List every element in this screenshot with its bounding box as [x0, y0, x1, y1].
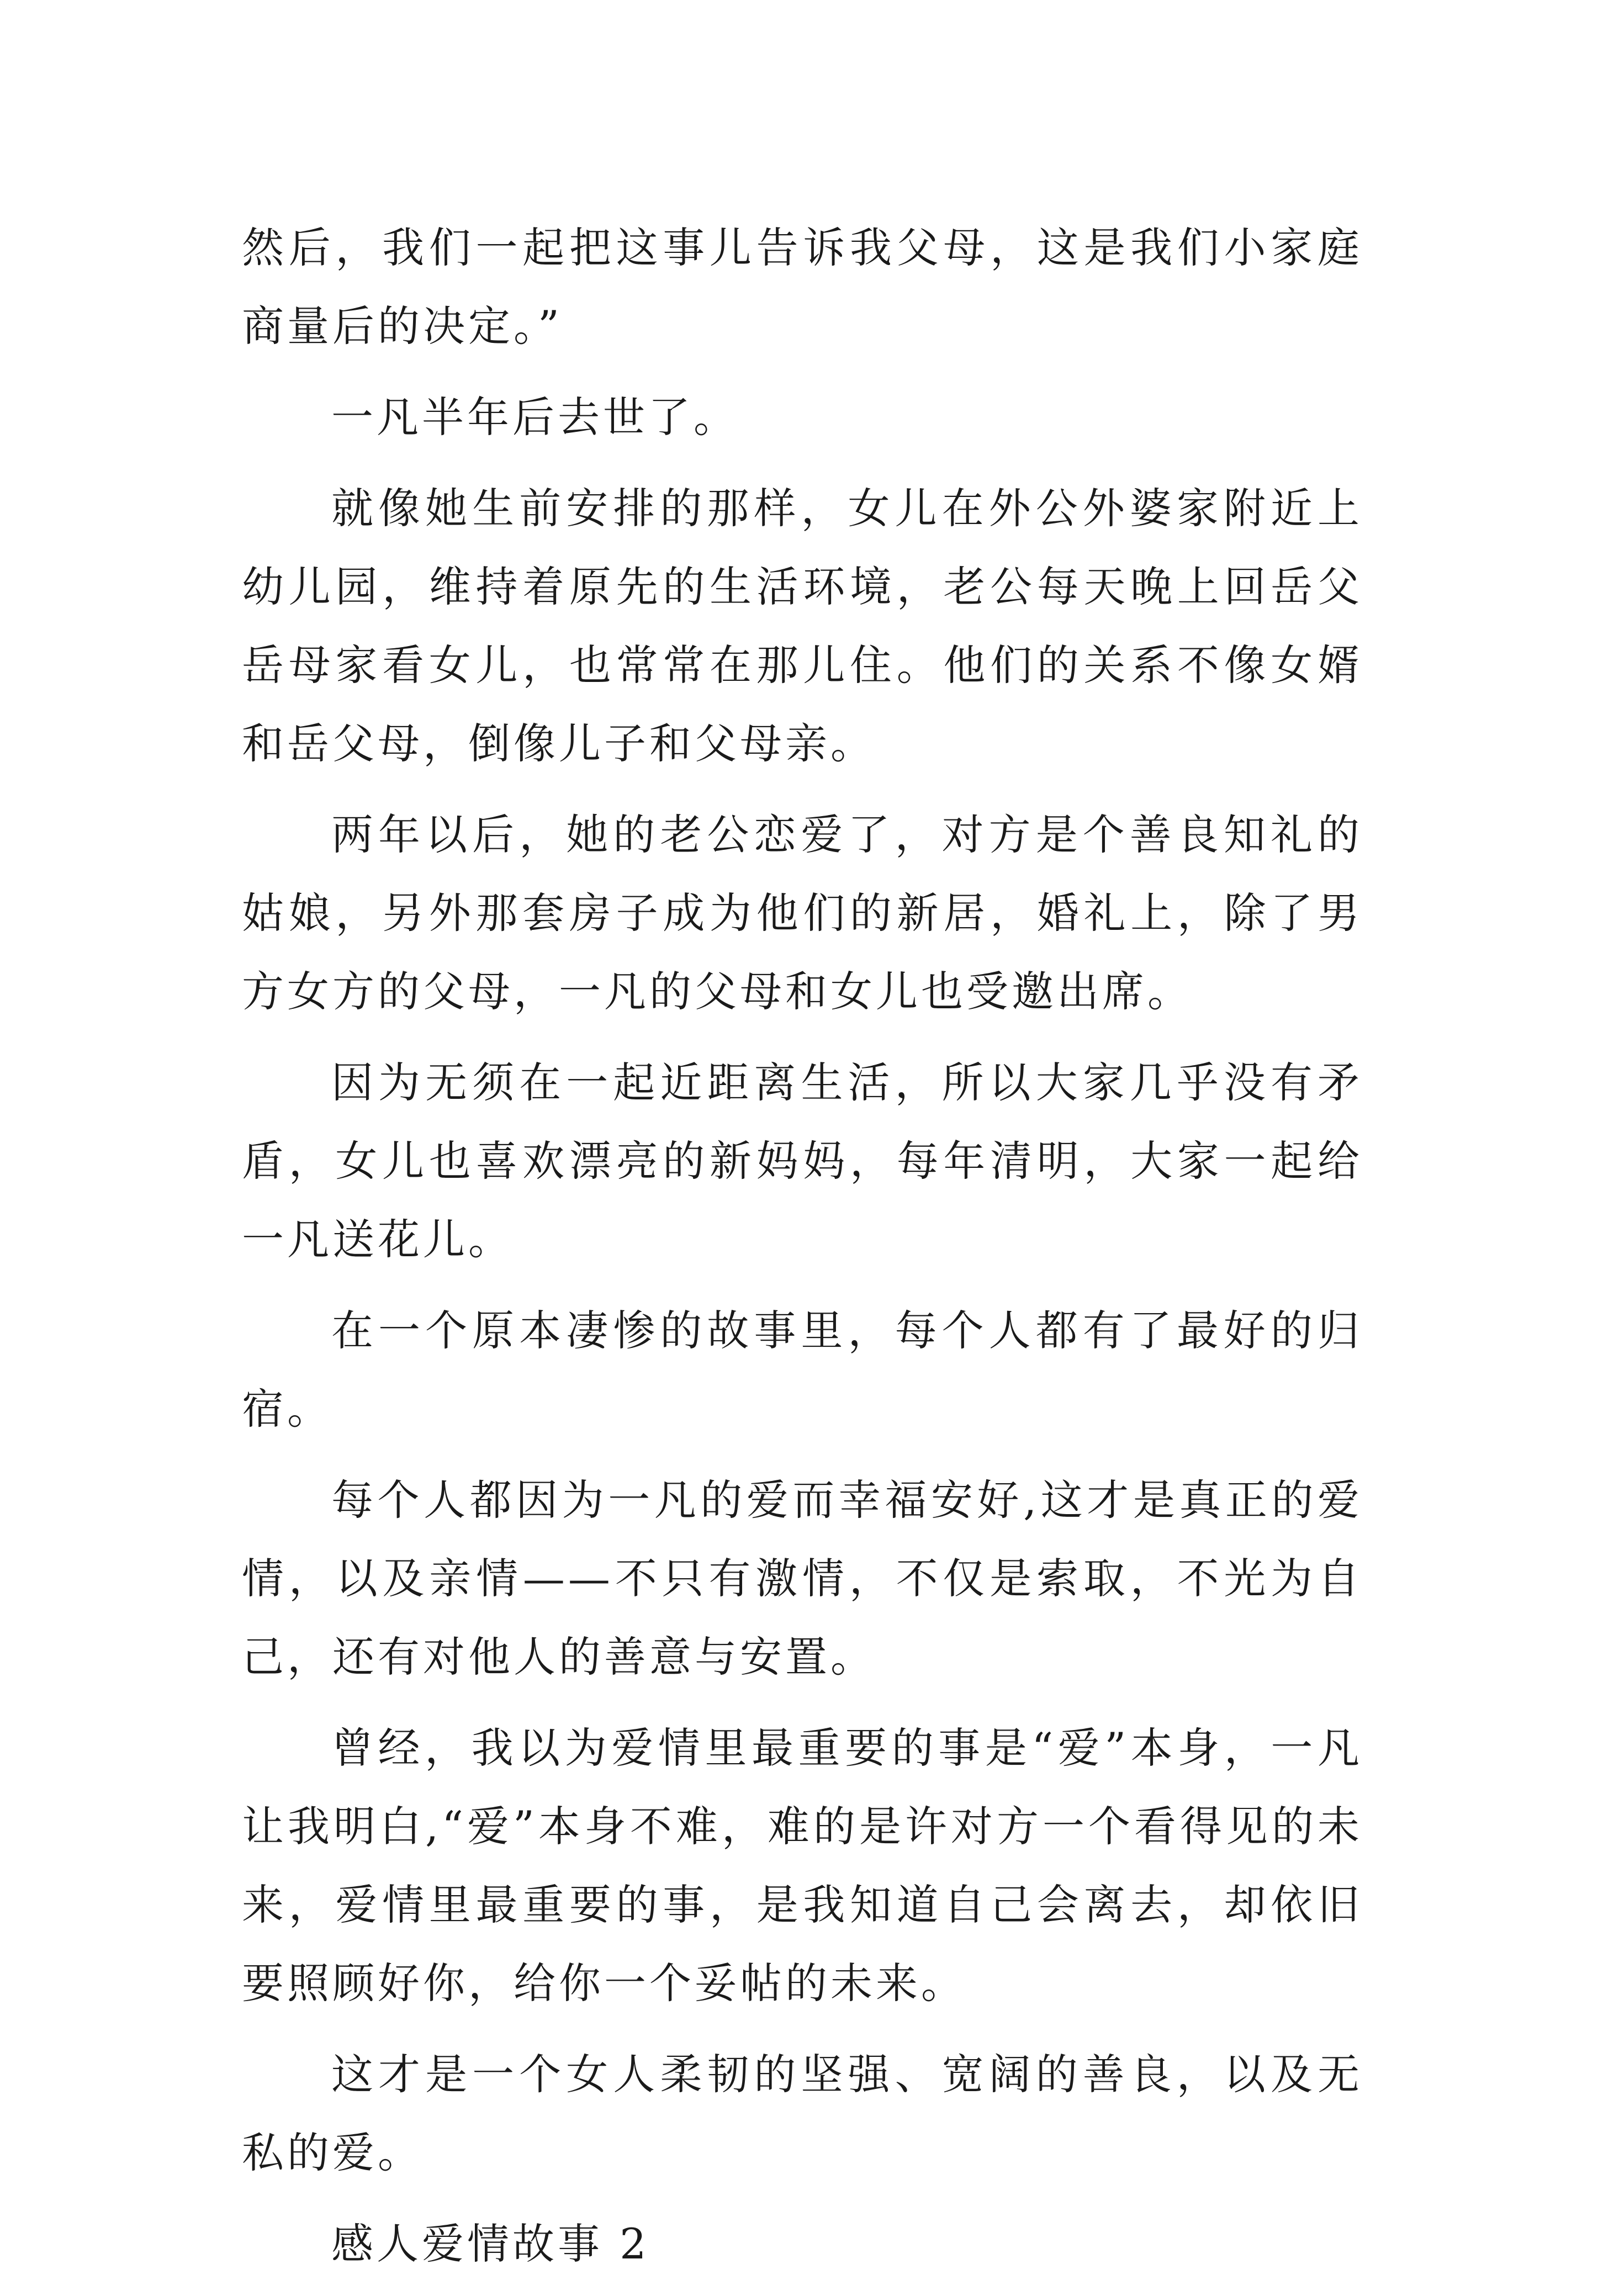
paragraph-7: 每个人都因为一凡的爱而幸福安好,这才是真正的爱情，以及亲情——不只有激情，不仅是索取，不光为自己，还有对他人的善意与安置。 [242, 1475, 1363, 1681]
section-heading: 感人爱情故事 2 [331, 2219, 650, 2268]
paragraph-6: 在一个原本凄惨的故事里，每个人都有了最好的归宿。 [242, 1306, 1363, 1433]
paragraph-5: 因为无须在一起近距离生活，所以大家几乎没有矛盾，女儿也喜欢漂亮的新妈妈，每年清明，大家一起给一凡送花儿。 [242, 1058, 1363, 1264]
paragraph-1: 然后，我们一起把这事儿告诉我父母，这是我们小家庭商量后的决定。” [242, 223, 1363, 351]
paragraph-4: 两年以后，她的老公恋爱了，对方是个善良知礼的姑娘，另外那套房子成为他们的新居，婚礼上，除了男方女方的父母，一凡的父母和女儿也受邀出席。 [242, 810, 1363, 1016]
paragraph-2: 一凡半年后去世了。 [331, 393, 739, 442]
paragraph-3: 就像她生前安排的那样，女儿在外公外婆家附近上幼儿园，维持着原先的生活环境，老公每天晚上回岳父岳母家看女儿，也常常在那儿住。他们的关系不像女婿和岳父母，倒像儿子和父母亲。 [242, 484, 1363, 768]
paragraph-8: 曾经，我以为爱情里最重要的事是“爱”本身，一凡让我明白,“爱”本身不难，难的是许对方一个看得见的未来，爱情里最重要的事，是我知道自己会离去，却依旧要照顾好你，给你一个妥帖的未来。 [242, 1723, 1363, 2008]
paragraph-9: 这才是一个女人柔韧的坚强、宽阔的善良，以及无私的爱。 [242, 2050, 1363, 2177]
document-page [242, 209, 1363, 2296]
